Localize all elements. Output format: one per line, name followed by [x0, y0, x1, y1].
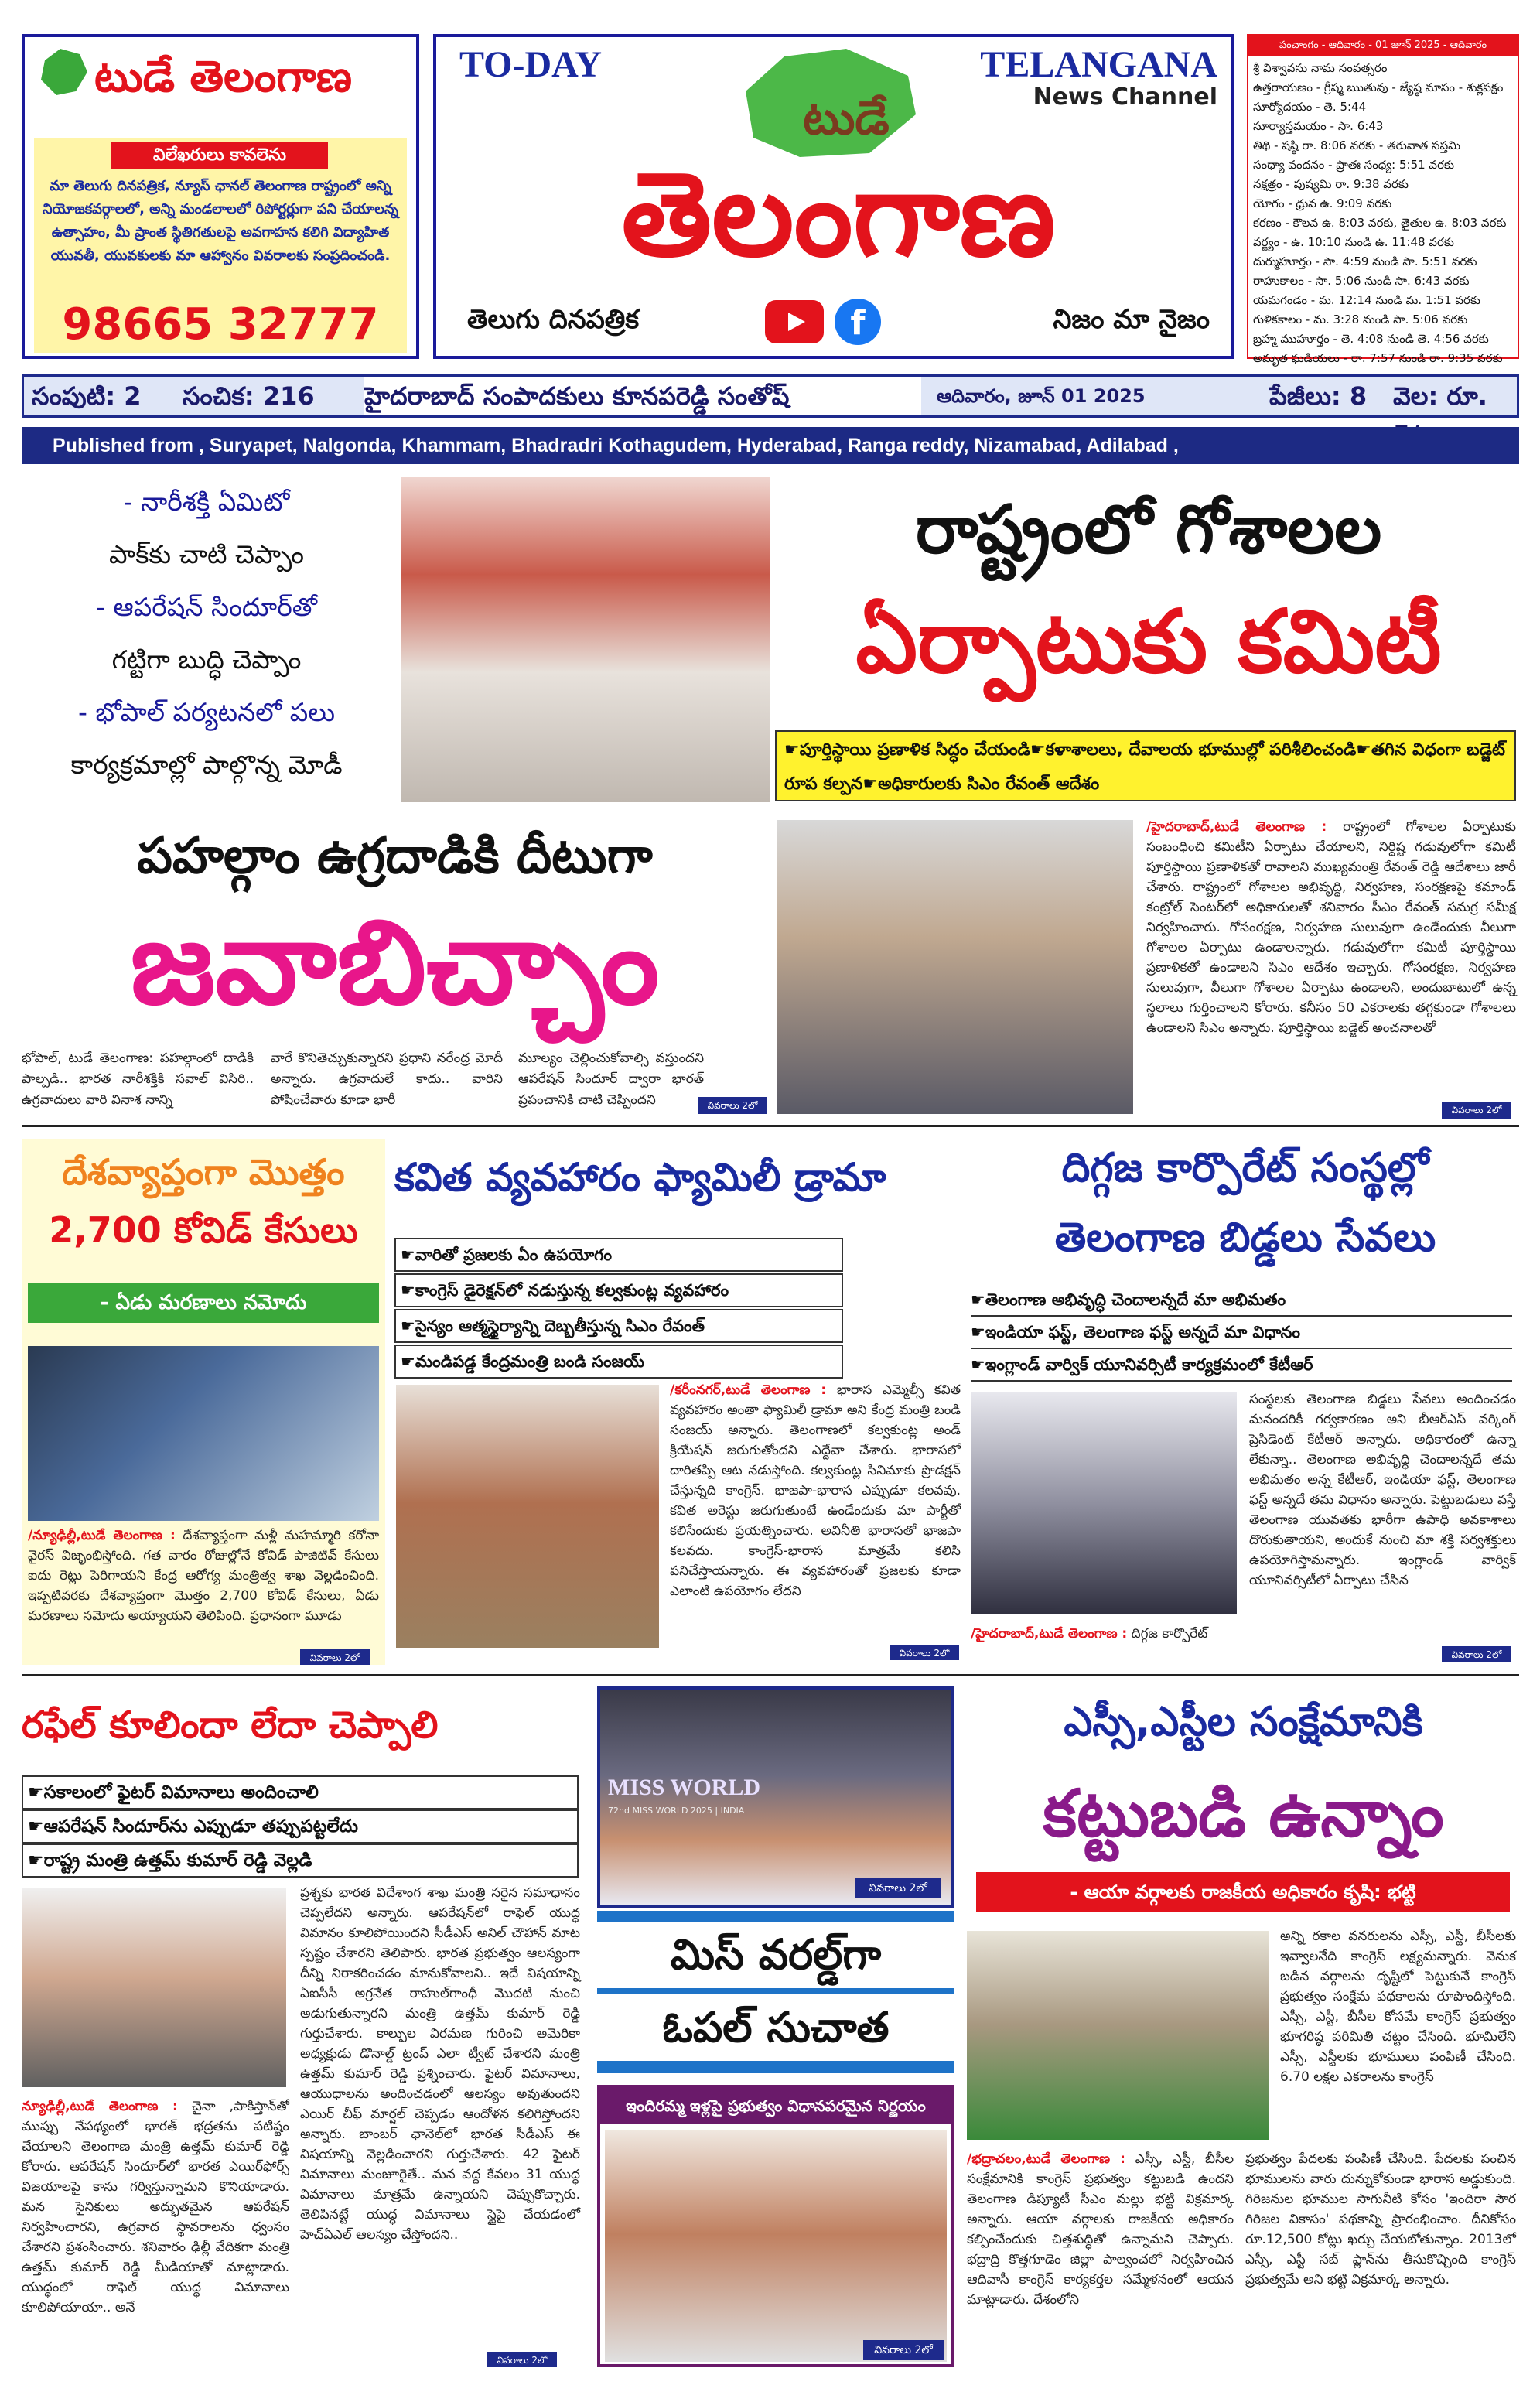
scst-col-left	[967, 2149, 1238, 2366]
rafale-more-link[interactable]: వివరాలు 2లో	[487, 2352, 557, 2367]
scst-sub: - ఆయా వర్గాలకు రాజకీయ అధికారం కృషి: భట్టి	[976, 1872, 1510, 1912]
miss-world-headline-box	[597, 1911, 954, 2073]
rafale-bullet: ☛ఆపరేషన్ సిందూర్‌ను ఎప్పుడూ తప్పుపట్టలేదు	[22, 1809, 579, 1843]
ktr-bullet: ☛తెలంగాణ అభివృద్ధి చెందాలన్నదే మా అభిమతం	[971, 1284, 1512, 1317]
tude-label: టుడే	[803, 91, 890, 145]
uttam-photo	[22, 1888, 286, 2087]
bandi-sanjay-photo	[396, 1385, 659, 1648]
modi-point: గట్టిగా బుద్ధి చెప్పాం	[111, 644, 302, 675]
panchangam-header: పంచాంగం - ఆదివారం - 01 జూన్ 2025 - ఆదివారం	[1248, 36, 1518, 56]
date: ఆదివారం, జూన్ 01 2025	[937, 385, 1146, 407]
modi-photo	[401, 477, 770, 802]
miss-world-photo	[597, 1686, 954, 1908]
miss-world-sub: 72nd MISS WORLD 2025 | INDIA	[608, 1806, 745, 1816]
kavitha-body	[670, 1380, 965, 1659]
bhatti-photo	[967, 1931, 1269, 2140]
pahalgam-col-2: వారే కొనితెచ్చుకున్నారని ప్రధాని నరేంద్ర మోదీ అన్నారు. ఉగ్రవాదులే కాదు.. వారిని పోషించేవారు కూడా భారీ	[271, 1051, 507, 1108]
rafale-bullets	[22, 1775, 579, 1876]
revanth-photo	[777, 820, 1133, 1114]
kavitha-bullets	[394, 1238, 843, 1369]
today-label: TO-DAY	[459, 44, 603, 85]
goshala-headline-2: ఏర్పాటుకు కమిటీ	[855, 592, 1442, 692]
panchangam-line: రాహుకాలం - సా. 5:06 నుండి సా. 6:43 వరకు	[1253, 274, 1470, 288]
panchangam-line: అమృత ఘడియలు - రా. 7:57 నుండి రా. 9:35 వరకు	[1253, 351, 1503, 365]
ktr-dateline-rest: దిగ్గజ కార్పొరేట్	[1131, 1626, 1208, 1642]
miss-world-headline-2: ఓపల్ సుచాత	[597, 1994, 954, 2061]
panchangam-list	[1253, 59, 1516, 365]
ktr-headline-1: దిగ్గజ కార్పొరేట్ సంస్థల్లో	[1061, 1145, 1429, 1191]
covid-photo	[28, 1346, 379, 1521]
telangana-label: TELANGANA	[980, 44, 1217, 85]
recruitment-ad	[22, 34, 419, 359]
ktr-bullets	[971, 1284, 1512, 1385]
ktr-photo	[971, 1392, 1237, 1614]
tagline-right: నిజం మా నైజం	[1053, 304, 1210, 335]
modi-point: - నారీశక్తి ఏమిటో	[123, 487, 290, 517]
panchangam-line: యమగండం - మ. 12:14 నుండి మ. 1:51 వరకు	[1253, 293, 1480, 307]
ad-logo-map-icon	[37, 45, 91, 99]
rafale-col-left	[22, 2096, 294, 2363]
info-strip	[22, 374, 1519, 418]
scst-headline-2: కట్టుబడి ఉన్నాం	[1043, 1775, 1444, 1851]
ktr-bullet: ☛ఇండియా ఫస్ట్, తెలంగాణ ఫస్ట్ అన్నదే మా విధానం	[971, 1317, 1512, 1349]
editor: హైదరాబాద్ సంపాదకులు కూనపరెడ్డి సంతోష్	[364, 377, 921, 415]
goshala-dateline: /హైదరాబాద్,టుడే తెలంగాణ :	[1146, 819, 1327, 835]
goshala-text: రాష్ట్రంలో గోశాలల ఏర్పాటుకు సంబంధించి కమిటీని ఏర్పాటు చేయాలని, నిర్దిష్ట గడువులోగా కమిటీ పూర్తిస్థాయి ప్రణాళికతో రావాలని ముఖ్యమంత్రి రేవంత్ రెడ్డి ఆదేశాలు జారీ చేశారు. రాష్ట్రంలో గోశాలల అభివృద్ధి, నిర్వహణ, సంరక్షణపై కమాండ్ కంట్రోల్ సెంటర్‌లో అధికారులతో శనివారం సీఎం రేవంత్ సమగ్ర సమీక్ష నిర్వహించారు. గోసంరక్షణ, నిర్వహణ సులువుగా ఉండేందుకు వీలుగా గోశాలల ఏర్పాటు ఉండాలన్నారు. గడువులోగా కమిటీ పూర్తిస్థాయి ప్రణాళికతో ఉండాలని సిఎం ఆదేశం ఇచ్చారు. గోసంరక్షణ, నిర్వహణ సులువుగా, వీలుగా గోశాలల ఏర్పాటు ఉండాలని, అందుబాటులో ఉన్న స్థలాలు గుర్తించాలని కోరారు. కనీసం 50 ఎకరాలకు తగ్గకుండా గోశాలలు ఉండాలని సిఎం అన్నారు. పూర్తిస్థాయి బడ్జెట్ అంచనాలతో	[1146, 819, 1521, 1036]
covid-sub: - ఏడు మరణాలు నమోదు	[28, 1283, 379, 1323]
kavitha-bullet: ☛సైన్యం ఆత్మస్థైర్యాన్ని దెబ్బతీస్తున్న సిఎం రేవంత్	[394, 1309, 843, 1343]
panchangam-line: బ్రహ్మ ముహూర్తం - తె. 4:08 నుండి తె. 4:56 వరకు	[1253, 332, 1489, 346]
ktr-body: సంస్థలకు తెలంగాణ బిడ్డలు సేవలు అందించడం మనందరికీ గర్వకారణం అని బీఆర్ఎస్ వర్కింగ్ ప్రెసిడెంట్ కేటీఆర్ అన్నారు. అధికారంలో ఉన్నా లేకున్నా.. తెలంగాణ అభివృద్ధి చెందాలన్నదే తమ అభిమతం అన్న కేటీఆర్, ఇండియా ఫస్ట్, తెలంగాణ ఫస్ట్ అన్నదే తమ విధానం అన్నారు. పెట్టుబడులు వస్తే తెలంగాణ యువతకు భారీగా ఉపాధి అవకాశాలు దొరుకుతాయని, అందుకే నుంచి మా శక్తి సర్వశక్తులు ఉపయోగిస్తామన్నారు. ఇంగ్లాండ్ వార్విక్ యూనివర్సిటీలో ఏర్పాటు చేసిన	[1249, 1392, 1521, 1588]
kavitha-text: భారాస ఎమ్మెల్సీ కవిత వ్యవహారం అంతా ఫ్యామిలీ డ్రామా అని కేంద్ర మంత్రి బండి సంజయ్ అన్నారు. తెలంగాణలో కల్వకుంట్ల అండ్ క్రియేషన్ జరుగుతోందని ఎద్దేవా చేశారు. భారాసలో దారితప్పి ఆట నడుస్తోంది. కల్వకుంట్ల సినిమాకు ప్రొడక్షన్ చేస్తున్నది కాంగ్రెస్. భాజపా-భారాస ఎప్పుడూ కలవవు. కవిత అరెస్టు జరుగుతుంటే ఉండేందుకు మా పార్టీతో కలిసేందుకు ప్రయత్నించారు. అవినీతి భారాసతో భాజపా కలవదు. కాంగ్రెస్-భారాస మాత్రమే కలిసి పనిచేస్తాయన్నారు. ఈ వ్యవహారంతో ప్రజలకు కూడా ఎలాంటి ఉపయోగం లేదని	[670, 1382, 965, 1599]
pages: పేజీలు: 8	[1269, 381, 1368, 411]
facebook-icon[interactable]: f	[835, 299, 881, 345]
divider	[22, 1125, 1519, 1127]
tagline-left: తెలుగు దినపత్రిక	[467, 304, 640, 335]
kavitha-bullet: ☛మండిపడ్డ కేంద్రమంత్రి బండి సంజయ్	[394, 1345, 843, 1379]
panchangam-line: సూర్యోదయం - తె. 5:44	[1253, 100, 1367, 114]
miss-world-caption: MISS WORLD	[608, 1775, 760, 1800]
rafale-bullet: ☛రాష్ట్ర మంత్రి ఉత్తమ్ కుమార్ రెడ్డి వెల్లడి	[22, 1843, 579, 1878]
panchangam-line: గుళికకాలం - మ. 3:28 నుండి సా. 5:06 వరకు	[1253, 313, 1468, 326]
ktr-dateline-line	[971, 1623, 1237, 1646]
ponnam-photo	[605, 2130, 947, 2362]
ad-logo: టుడే తెలంగాణ	[94, 52, 353, 102]
rafale-text: చైనా ,పాకిస్తాన్‌తో ముప్పు నేపథ్యంలో భారత్ భద్రతను పటిష్టం చేయాలని తెలంగాణ మంత్రి ఉత్తమ్ కుమార్ రెడ్డి కోరారు. ఆపరేషన్ సిందూర్‌లో భారత ఎయిర్‌ఫోర్స్ విజయాలపై కాను గర్విస్తున్నామని కొనియాడారు. మన సైనికులు అద్భుతమైన ఆపరేషన్ నిర్వహించారని, ఉగ్రవాద స్థావరాలను ధ్వంసం చేశారని ప్రశంసించారు. శనివారం ఢిల్లీ వేదికగా మంత్రి ఉత్తమ్ కుమార్ రెడ్డి మీడియాతో మాట్లాడారు. యుద్ధంలో రాఫెల్ యుద్ధ విమానాలు కూలిపోయాయా.. అనే	[22, 2099, 294, 2315]
logo-title: తెలంగాణ	[621, 148, 1056, 282]
ad-heading: విలేఖరులు కావలెను	[111, 142, 328, 169]
ktr-bullet: ☛ఇంగ్లాండ్ వార్విక్ యూనివర్సిటీ కార్యక్రమంలో కేటీఆర్	[971, 1349, 1512, 1382]
pahalgam-col-3: మూల్యం చెల్లించుకోవాల్సి వస్తుందని ఆపరేషన్ సిందూర్ ద్వారా భారత్ ప్రపంచానికి చాటి చెప్పిందని	[518, 1051, 709, 1108]
logo-block	[433, 34, 1234, 359]
pahalgam-col-1: భోపాల్, టుడే తెలంగాణ: పహల్గాంలో దాడికి పాల్పడి.. భారత నారీశక్తికి సవాల్ విసిరి.. ఉగ్రవాదులు వారి వినాశ నాన్ని	[22, 1051, 258, 1108]
pahalgam-more-link[interactable]: వివరాలు 2లో	[698, 1097, 767, 1114]
kavitha-bullet: ☛కాంగ్రెస్ డైరెక్షన్‌లో నడుస్తున్న కల్వకుంట్ల వ్యవహారం	[394, 1273, 843, 1307]
ad-phone: 98665 32777	[62, 299, 379, 350]
miss-world-more-link[interactable]: వివరాలు 2లో	[855, 1878, 941, 1898]
issue: సంచిక: 216	[183, 381, 315, 411]
panchangam-line: నక్షత్రం - పుష్యమి రా. 9:38 వరకు	[1253, 177, 1409, 191]
modi-point: - ఆపరేషన్ సిందూర్‌తో	[96, 592, 317, 622]
goshala-headline-1: రాష్ట్రంలో గోశాలల	[915, 491, 1382, 569]
indiramma-more-link[interactable]: వివరాలు 2లో	[863, 2340, 944, 2360]
indiramma-box	[597, 2085, 954, 2367]
panchangam	[1247, 34, 1519, 365]
panchangam-line: సంధ్యా వందనం - ప్రాతః సంధ్య: 5:51 వరకు	[1253, 158, 1455, 172]
covid-text: దేశవ్యాప్తంగా మళ్లీ మహమ్మారి కరోనా వైరస్ విజృంభిస్తోంది. గత వారం రోజుల్లోనే కోవిడ్ పాజిటివ్ కేసులు ఐదు రెట్లు పెరిగాయని కేంద్ర ఆరోగ్య మంత్రిత్వ శాఖ వెల్లడించింది. ఇప్పటివరకు దేశవ్యాప్తంగా మొత్తం 2,700 కోవిడ్ కేసులు, ఏడు మరణాలు నమోదు అయ్యాయని తెలిపింది. ప్రధానంగా మూడు	[28, 1528, 384, 1624]
kavitha-dateline: /కరీంనగర్,టుడే తెలంగాణ :	[670, 1382, 827, 1398]
scst-dateline: /భద్రాచలం,టుడే తెలంగాణ :	[967, 2151, 1125, 2167]
kavitha-bullet: ☛వారితో ప్రజలకు ఏం ఉపయోగం	[394, 1238, 843, 1272]
pahalgam-headline-1: పహల్గాం ఉగ్రదాడికి దీటుగా	[137, 828, 653, 885]
youtube-icon[interactable]	[765, 300, 824, 343]
modi-point: కార్యక్రమాల్లో పాల్గొన్న మోడీ	[70, 750, 343, 780]
scst-col-right: ప్రభుత్వం పేదలకు పంపిణీ చేసింది. పేదలకు పంచిన భూములను వారు దున్నుకోకుండా భారాస అడ్డుకుంది. గిరిజనుల భూముల సాగునీటి కోసం 'ఇందిరా సౌర గిరిజల వికాసం' పథకాన్ని ప్రారంభించాం. దీనికోసం రూ.12,500 కోట్లు ఖర్చు చేయబోతున్నాం. 2013లో ఎస్సీ, ఎస్టీ సబ్ ప్లాన్‌ను తీసుకొచ్చింది కాంగ్రెస్ ప్రభుత్వమే అని భట్టి విక్రమార్క అన్నారు.	[1245, 2151, 1521, 2288]
panchangam-line: ఉత్తరాయణం - గ్రీష్మ ఋతువు - జ్యేష్ఠ మాసం - శుక్లపక్షం	[1253, 80, 1504, 94]
covid-headline-2: 2,700 కోవిడ్ కేసులు	[49, 1209, 358, 1251]
goshala-body	[1146, 817, 1521, 1119]
covid-more-link[interactable]: వివరాలు 2లో	[300, 1649, 370, 1665]
covid-box	[22, 1139, 385, 1665]
ktr-more-link[interactable]: వివరాలు 2లో	[1442, 1646, 1511, 1662]
panchangam-line: కరణం - కౌలవ ఉ. 8:03 వరకు, తైతుల ఉ. 8:03 వరకు	[1253, 216, 1507, 230]
panchangam-line: తిథి - షష్ఠి రా. 8:06 వరకు - తరువాత సప్తమి	[1253, 138, 1460, 152]
divider	[22, 1674, 1519, 1676]
panchangam-line: యోగం - ధ్రువ ఉ. 9:09 వరకు	[1253, 196, 1392, 210]
scst-col-top: అన్ని రకాల వనరులను ఎస్సీ, ఎస్టీ, బీసీలకు ఇవ్వాలనేది కాంగ్రెస్ లక్ష్యమన్నారు. వెనుక బడిన వర్గాలను దృష్టిలో పెట్టుకునే కాంగ్రెస్ ప్రభుత్వం సంక్షేమ పథకాలను రూపొందిస్తోంది. ఎస్సీ, ఎస్టీ, బీసీల కోసమే కాంగ్రెస్ ప్రభుత్వం భూగరిష్ఠ పరిమితి చట్టం చేసింది. భూమిలేని ఎస్సీ, ఎస్టీలకు భూములు పంపిణీ చేసింది. 6.70 లక్షల ఎకరాలను కాంగ్రెస్	[1280, 1929, 1521, 2085]
rafale-dateline: న్యూఢిల్లీ,టుడే తెలంగాణ :	[22, 2099, 178, 2114]
covid-headline-1: దేశవ్యాప్తంగా మొత్తం	[62, 1151, 345, 1193]
modi-point: పాక్‌కు చాటి చెప్పాం	[108, 539, 305, 569]
rafale-headline: రఫేల్ కూలిందా లేదా చెప్పాలి	[22, 1703, 439, 1747]
goshala-more-link[interactable]: వివరాలు 2లో	[1442, 1102, 1511, 1119]
modi-points	[22, 476, 391, 801]
news-channel-label: News Channel	[1033, 84, 1217, 111]
volume: సంపుటి: 2	[32, 381, 142, 411]
panchangam-line: దుర్ముహూర్తం - సా. 4:59 నుండి సా. 5:51 వరకు	[1253, 255, 1477, 268]
pahalgam-headline-2: జవాబిచ్చాం	[130, 896, 660, 1030]
ktr-dateline: /హైదరాబాద్,టుడే తెలంగాణ :	[971, 1626, 1128, 1642]
ktr-headline-2: తెలంగాణ బిడ్డలు సేవలు	[1054, 1215, 1436, 1261]
panchangam-line: వర్జ్యం - ఉ. 10:10 నుండి ఉ. 11:48 వరకు	[1253, 235, 1454, 249]
goshala-bullets: ☛పూర్తిస్థాయి ప్రణాళిక సిద్ధం చేయండి☛కళాశాలలు, దేవాలయ భూముల్లో పరిశీలించండి☛తగిన విధంగా బడ్జెట్ రూప కల్పన☛అధికారులకు సిఎం రేవంత్ ఆదేశం	[775, 730, 1516, 801]
ad-text: మా తెలుగు దినపత్రిక, న్యూస్ ఛానల్ తెలంగాణ రాష్ట్రంలో అన్ని నియోజకవర్గాలలో, అన్ని మండలాలలో రిపోర్టర్లుగా పని చేయాలన్న ఉత్సాహం, మీ ప్రాంత స్థితిగతులపై అవగాహన కలిగి విద్యాహిత యువతీ, యువకులకు మా ఆహ్వానం వివరాలకు సంప్రదించండి.	[43, 178, 404, 264]
rafale-bullet: ☛సకాలంలో ఫైటర్ విమానాలు అందించాలి	[22, 1775, 579, 1809]
miss-world-headline-1: మిస్ వరల్డ్‌గా	[597, 1922, 954, 1988]
scst-text: ఎస్సీ, ఎస్టీ, బీసీల సంక్షేమానికి కాంగ్రెస్ ప్రభుత్వం కట్టుబడి ఉందని తెలంగాణ డిప్యూటీ సీఎం మల్లు భట్టి విక్రమార్క అన్నారు. ఆయా వర్గాలకు రాజకీయ అధికారం కల్పించేందుకు చిత్తశుద్ధితో ఉన్నామని చెప్పారు. భద్రాద్రి కొత్తగూడెం జిల్లా పాల్వంచలో నిర్వహించిన ఆదివాసీ కాంగ్రెస్ కార్యకర్తల సమ్మేళనంలో ఆయన మాట్లాడారు. దేశంలోని	[967, 2151, 1238, 2308]
published-from: Published from , Suryapet, Nalgonda, Khammam, Bhadradri Kothagudem, Hyderabad, Ranga reddy, Nizamabad, Adilabad ,	[22, 427, 1519, 464]
price: వెల: రూ.	[1393, 381, 1487, 411]
indiramma-headline: ఇందిరమ్మ ఇళ్లపై ప్రభుత్వం విధానపరమైన నిర్ణయం	[600, 2088, 951, 2124]
covid-dateline: /న్యూఢిల్లీ,టుడే తెలంగాణ :	[28, 1528, 176, 1543]
panchangam-line: సూర్యాస్తమయం - సా. 6:43	[1253, 119, 1384, 133]
modi-point: - భోపాల్ పర్యటనలో పలు	[77, 697, 336, 727]
ad-body	[34, 138, 407, 353]
scst-headline-1: ఎస్సీ,ఎస్టీల సంక్షేమానికి	[1064, 1699, 1423, 1745]
kavitha-headline: కవిత వ్యవహారం ఫ్యామిలీ డ్రామా	[394, 1155, 886, 1200]
panchangam-line: శ్రీ విశ్వావసు నామ సంవత్సరం	[1253, 61, 1388, 75]
rafale-col-right: ప్రశ్నకు భారత విదేశాంగ శాఖ మంత్రి సరైన సమాధానం చెప్పలేదని అన్నారు. ఆపరేషన్‌లో రాఫెల్ యుద్ధ విమానం కూలిపోయిందని సీడీఎస్ అనిల్ చౌహాన్ మాట స్పష్టం చేశారని తెలిపారు. భారత ప్రభుత్వం ఆలస్యంగా దీన్ని నిరాకరించడం మానుకోవాలని.. ఇదే విషయాన్ని ఏఐసీసీ అగ్రనేత రాహుల్‌గాంధీ మొదటి నుంచి అడుగుతున్నారని మంత్రి ఉత్తమ్ కుమార్ రెడ్డి గుర్తుచేశారు. కాల్పుల విరమణ గురించి అమెరికా అధ్యక్షుడు డొనాల్డ్ ట్రంప్ ఎలా ట్వీట్ చేశారని మంత్రి ఉత్తమ్ కుమార్ రెడ్డి ప్రశ్నించారు. ఫైటర్ విమానాలు, ఆయుధాలను అందించడంలో ఆలస్యం అవుతుందని ఎయిర్ చీఫ్ మార్షల్ చెప్పడం ఆందోళన కలిగిస్తోందని అన్నారు. బాంబర్ ఛానెల్‌లో భారత సీడీఎస్ ఈ విషయాన్ని వెల్లడించారని గుర్తుచేశారు. 42 ఫైటర్ విమానాలు మంజూరైతే.. మన వద్ద కేవలం 31 యుద్ధ విమానాలు మాత్రమే ఉన్నాయని చెప్పుకొచ్చారు. తెలిపినట్టే యుద్ధ విమానాలు స్టైపై చేయడంలో హెచ్ఏఎల్ ఆలస్యం చేస్తోందని..	[300, 1885, 585, 2243]
kavitha-more-link[interactable]: వివరాలు 2లో	[890, 1645, 959, 1660]
covid-body	[28, 1526, 384, 1662]
